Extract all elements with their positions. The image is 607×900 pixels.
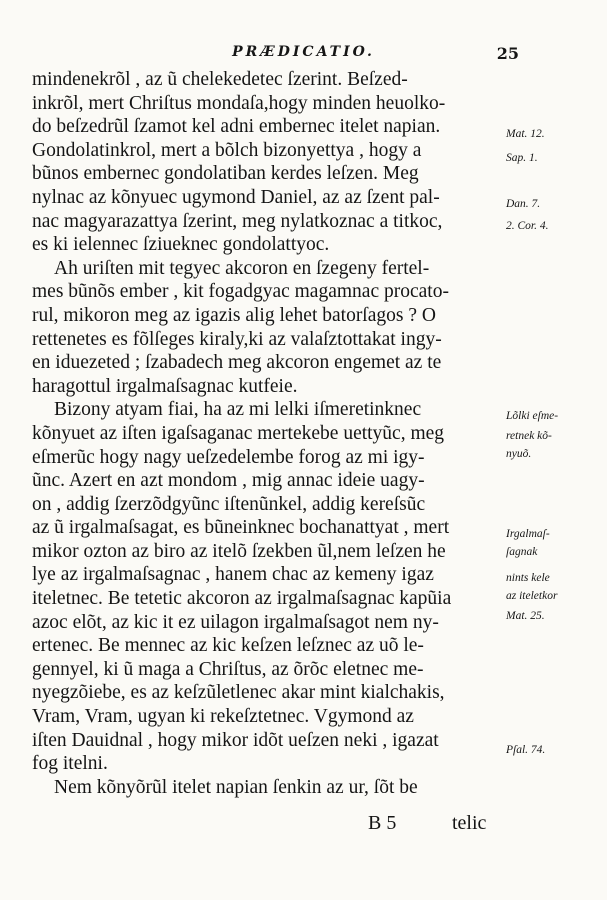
text-line: iſten Dauidnal , hogy mikor idõt ueſzen neki , igazat [32, 729, 439, 751]
text-line: Ah uriſten mit tegyec akcoron en ſzegeny fertel- [54, 257, 430, 279]
margin-note: ſagnak [506, 546, 538, 558]
text-line: eſmerũc hogy nagy ueſzedelembe forog az mi igy- [32, 446, 425, 468]
margin-note: 2. Cor. 4. [506, 220, 549, 232]
text-line: es ki ielennec ſziueknec gondolattyoc. [32, 234, 330, 256]
text-line: nylnac az kõnyuec ugymond Daniel, az az ſzent pal- [32, 186, 440, 208]
text-line: mindenekrõl , az ũ chelekedetec ſzerint. Beſzed- [32, 69, 408, 90]
margin-note: Sap. 1. [506, 152, 538, 164]
text-line: gennyel, ki ũ maga a Chriſtus, az õrõc eletnec me- [32, 658, 424, 680]
text-line: nac magyarazattya ſzerint, meg nylatkoznac a titkoc, [32, 210, 443, 232]
margin-note: retnek kõ- [506, 430, 552, 442]
text-line: rul, mikoron meg az igazis alig lehet batorſagos ? O [32, 304, 436, 326]
text-line: mes bũnõs ember , kit fogadgyac magamnac procato- [32, 281, 449, 303]
text-line: inkrõl, mert Chriſtus mondaſa,hogy minden heuolko- [32, 92, 446, 114]
margin-note: nyuõ. [506, 448, 532, 460]
text-line: az ũ irgalmaſsagat, es bũneinknec bochanattyat , mert [32, 517, 450, 539]
text-line: ertenec. Be mennec az kic keſzen leſznec az uõ le- [32, 635, 424, 657]
margin-note: Mat. 12. [506, 128, 545, 140]
text-line: Bizony atyam fiai, ha az mi lelki iſmeretinknec [54, 399, 422, 421]
text-line: haragottul irgalmaſsagnac kutfeie. [32, 375, 298, 397]
text-line: rettenetes es fõlſeges kiraly,ki az valaſztottakat ingy- [32, 328, 442, 350]
margin-note: Lõlki eſme- [506, 410, 559, 422]
text-line: on , addig ſzerzõdgyũnc iſtenũnkel, addig kereſsũc [32, 493, 426, 515]
text-line: nyegzõiebe, es az keſzũletlenec akar mint kialchakis, [32, 682, 445, 704]
text-line: mikor ozton az biro az itelõ ſzekben ũl,nem leſzen he [32, 540, 446, 562]
text-line: en iduezeted ; ſzabadech meg akcoron engemet az te [32, 352, 442, 374]
text-line: fog itelni. [32, 753, 108, 775]
page-number: 25 [496, 44, 519, 63]
margin-note: Mat. 25. [506, 610, 545, 622]
margin-note: Dan. 7. [506, 198, 541, 210]
text-line: iteletnec. Be tetetic akcoron az irgalmaſsagnac kapũia [32, 588, 452, 610]
text-line: lye az irgalmaſsagnac , hanem chac az kemeny igaz [32, 564, 434, 586]
margin-note: Irgalmaſ- [506, 528, 550, 540]
margin-note: Pſal. 74. [506, 744, 546, 756]
running-head: PRÆDICATIO. [232, 44, 375, 60]
signature-mark: B 5 [368, 812, 397, 834]
text-line: Nem kõnyõrũl itelet napian ſenkin az ur, ſõt be [54, 776, 418, 798]
body-text [32, 68, 502, 799]
text-line: kõnyuet az iſten igaſsaganac mertekebe uettyũc, meg [32, 422, 445, 444]
margin-note: az iteletkor [506, 590, 558, 602]
text-line: bũnos embernec gondolatiban kerdes leſzen. Meg [32, 163, 419, 185]
text-line: ũnc. Azert en azt mondom , mig annac ideie uagy- [32, 470, 425, 492]
margin-note: nints kele [506, 572, 550, 584]
text-line: Gondolatinkrol, mert a bõlch bizonyettya , hogy a [32, 139, 422, 161]
text-line: azoc elõt, az kic it ez uilagon irgalmaſsagot nem ny- [32, 611, 439, 633]
catchword: telic [452, 812, 487, 834]
text-line: Vram, Vram, ugyan ki rekeſztetnec. Vgymond az [32, 706, 414, 728]
text-line: do beſzedrũl ſzamot kel adni embernec itelet napian. [32, 116, 441, 138]
